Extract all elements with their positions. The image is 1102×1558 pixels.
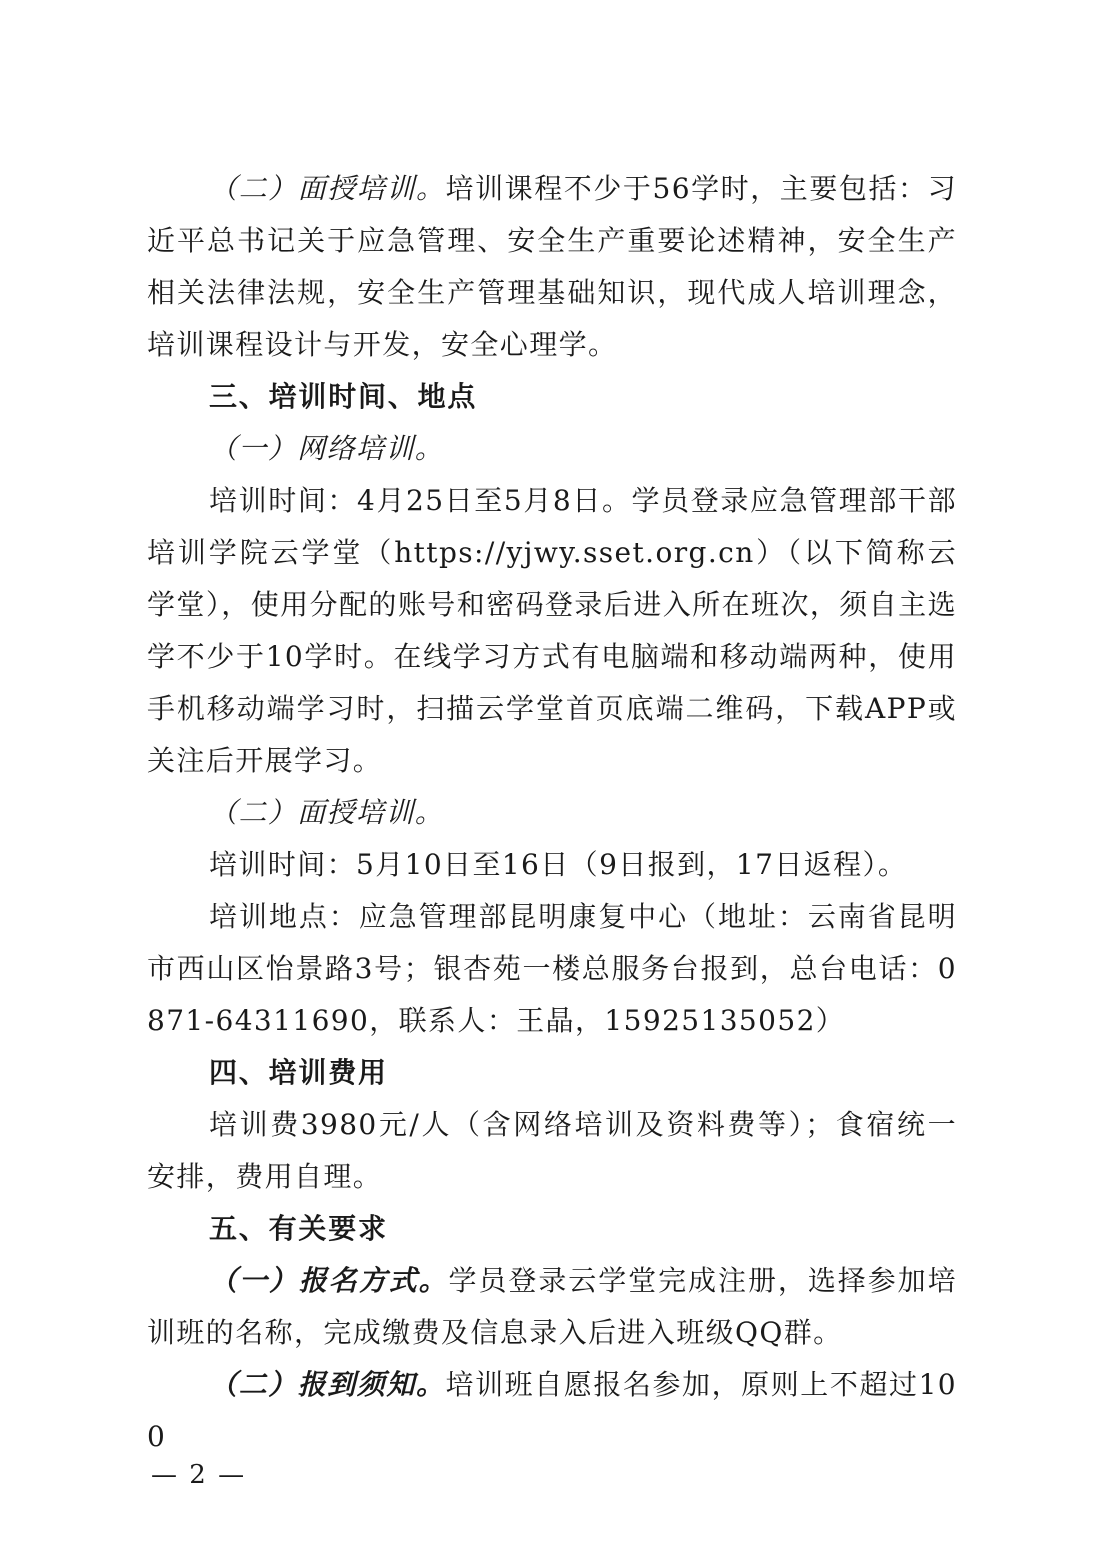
subheading-face-to-face-training: （二）面授培训。 [209,796,445,829]
paragraph-registration-method [147,1255,957,1359]
paragraph-lead: （一）报名方式。 [209,1264,449,1297]
paragraph-lead: （二）面授培训。 [209,172,446,205]
paragraph-text: 培训班自愿报名参加，原则上不超过100 [147,1368,957,1453]
paragraph-face-to-face-training-content [147,163,957,371]
document-body [147,163,957,1463]
paragraph-checkin-notice [147,1359,957,1463]
paragraph-fees: 培训费3980元/人（含网络培训及资料费等）；食宿统一安排，费用自理。 [147,1108,957,1193]
paragraph-lead: （二）报到须知。 [209,1368,446,1401]
section-heading-requirements: 五、有关要求 [209,1212,388,1245]
paragraph-text: 学员登录云学堂完成注册，选择参加培训班的名称，完成缴费及信息录入后进入班级QQ群。 [147,1264,957,1349]
subheading-online-training: （一）网络培训。 [209,432,445,465]
page-number: — 2 — [151,1460,247,1490]
paragraph-text: 培训课程不少于56学时，主要包括：习近平总书记关于应急管理、安全生产重要论述精神，安全生产相关法律法规，安全生产管理基础知识，现代成人培训理念，培训课程设计与开发，安全心理学。 [147,172,957,361]
paragraph-online-training-details: 培训时间：4月25日至5月8日。学员登录应急管理部干部培训学院云学堂（https://yjwy.sset.org.cn）（以下简称云学堂），使用分配的账号和密码登录后进入所在班次，须自主选学不少于10学时。在线学习方式有电脑端和移动端两种，使用手机移动端学习时，扫描云学堂首页底端二维码，下载APP或关注后开展学习。 [147,484,957,777]
paragraph-training-location: 培训地点：应急管理部昆明康复中心（地址：云南省昆明市西山区怡景路3号；银杏苑一楼总服务台报到，总台电话：0871-64311690，联系人：王晶，15925135052） [147,900,957,1037]
paragraph-training-time: 培训时间：5月10日至16日（9日报到，17日返程）。 [209,848,908,881]
section-heading-time-location: 三、培训时间、地点 [209,380,478,413]
section-heading-fees: 四、培训费用 [209,1056,388,1089]
